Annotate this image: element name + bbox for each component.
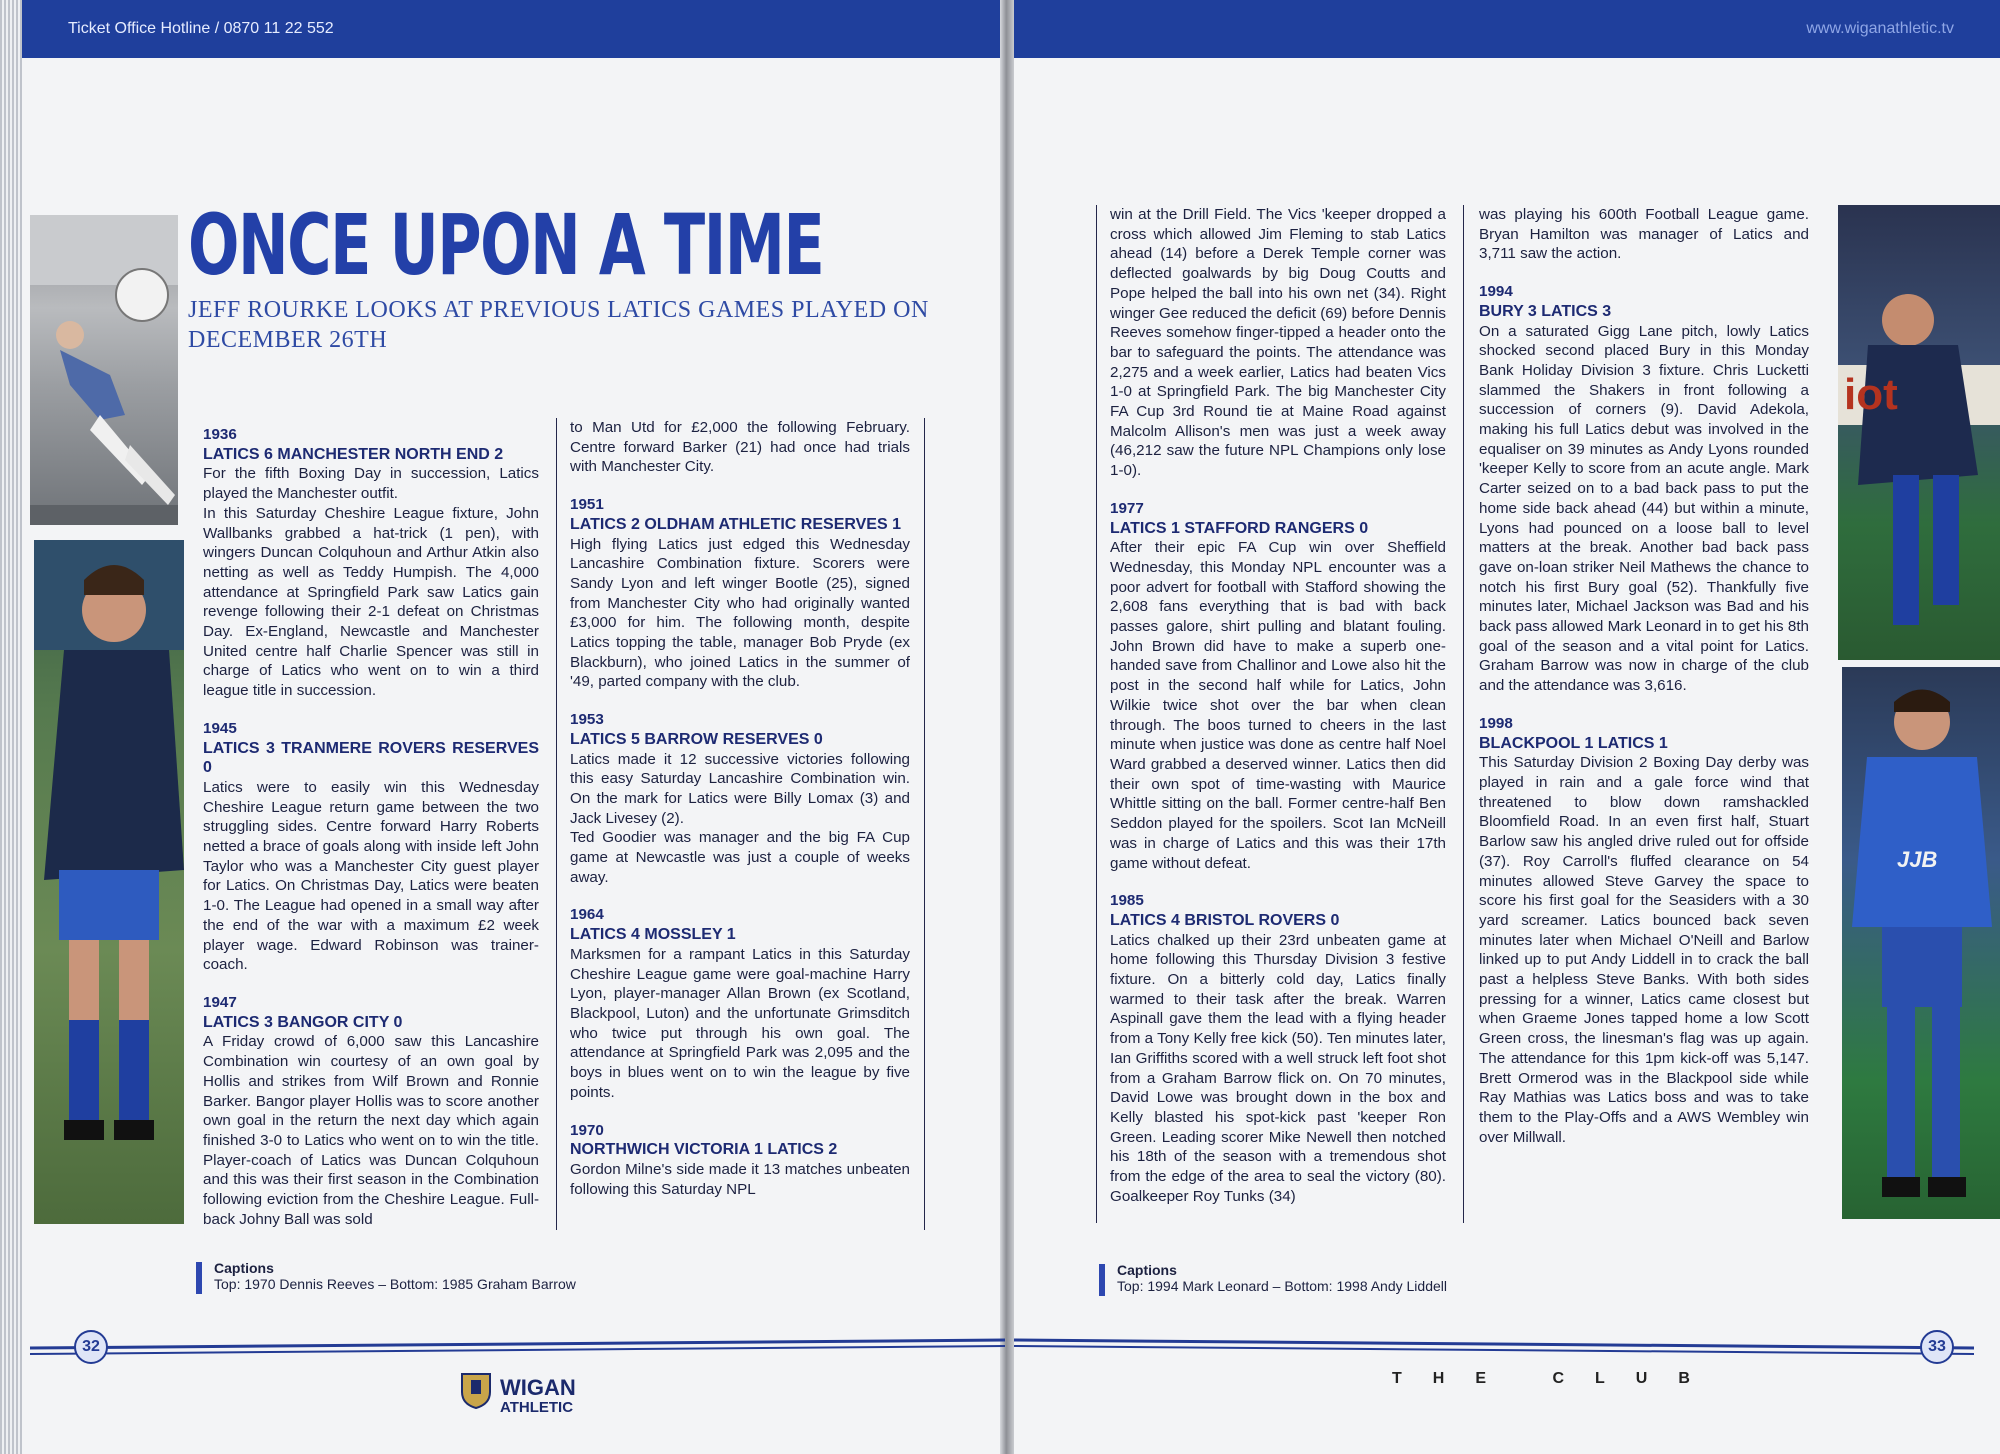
column-4 (1479, 205, 1809, 1165)
article-subtitle: JEFF ROURKE LOOKS AT PREVIOUS LATICS GAMES PLAYED ON DECEMBER 26TH (188, 297, 929, 353)
match-score-heading: LATICS 3 TRANMERE ROVERS RESERVES 0 (203, 739, 539, 777)
center-gutter (1000, 0, 1014, 1454)
logo-line-1: WIGAN (500, 1375, 576, 1400)
match-year: 1936 (203, 426, 237, 443)
section-label: THE CLUB (1392, 1370, 1721, 1387)
match-report (1479, 714, 1809, 1147)
match-score-heading: LATICS 6 MANCHESTER NORTH END 2 (203, 445, 504, 463)
match-report (203, 719, 539, 975)
page-number-left: 32 (74, 1330, 108, 1364)
logo-line-2: ATHLETIC (500, 1399, 574, 1416)
report-paragraph: win at the Drill Field. The Vics 'keeper dropped a cross which allowed Jim Fleming to stab Latics ahead (14) before a Derek Temple corner was deflected goalwards by big Doug Coutts and Pope helped the ball into his own net (34). Right winger Gee reduced the deficit (69) before Dennis Reeves somehow finger-tipped a header onto the bar to safeguard the points. The attendance was 2,275 and a week earlier, Latics had beaten Vics 1-0 at Springfield Park. The big Manchester City FA Cup 3rd Round tie at Maine Road against Malcolm Allison's men was just a week away (46,212 saw the future NPL Champions only lose 1-0). (1110, 206, 1447, 480)
match-report (1110, 499, 1446, 873)
match-score-heading: LATICS 1 STAFFORD RANGERS 0 (1110, 519, 1369, 537)
report-paragraph: Latics made it 12 successive victories following this easy Saturday Lancashire Combination win. On the mark for Latics were Billy Lomax (3) and Jack Livesey (2). (570, 750, 910, 827)
footer-wave-left (30, 1330, 1005, 1370)
captions-text: Top: 1970 Dennis Reeves – Bottom: 1985 Graham Barrow (214, 1276, 576, 1292)
caption-marker (1099, 1264, 1105, 1296)
match-score-heading: LATICS 4 MOSSLEY 1 (570, 926, 736, 944)
match-year: 1945 (203, 719, 237, 737)
report-paragraph: This Saturday Division 2 Boxing Day derby was played in rain and a gale force wind that threatened to blow down ramshackled Bloomfield Road. In an even first half, Stuart Barlow saw his angled drive ruled out for offside (37). Roy Carroll's fluffed clearance on 54 minutes allowed Steve Garvey the space to score his first goal for the Seasiders with a 30 yard screamer. Latics bounced back seven minutes later when Michael O'Neill and Barlow linked up to put Andy Liddell in to crack the ball past a helpless Steve Banks. With both sides pressing for a winner, Latics came closest but when Graeme Jones tapped home a low Scott Green cross, the linesman's flag was up again. The attendance for this 1pm kick-off was 5,147. Brett Ormerod was in the Blackpool side while Ray Mathias was Latics boss and was to take them to the Play-Offs and a AWS Wembley win over Millwall. (1479, 754, 1809, 1146)
captions-text: Top: 1994 Mark Leonard – Bottom: 1998 Andy Liddell (1117, 1278, 1447, 1294)
match-score-heading: NORTHWICH VICTORIA 1 LATICS 2 (570, 1141, 838, 1159)
match-report (203, 425, 539, 701)
column-2 (570, 418, 910, 1217)
ticket-hotline: Ticket Office Hotline / 0870 11 22 552 (68, 20, 334, 37)
captions-right (1117, 1262, 1447, 1294)
column-3 (1110, 205, 1446, 1224)
match-report (1110, 205, 1446, 481)
photo-dennis-reeves (30, 215, 178, 525)
article-title: ONCE UPON A TIME (188, 196, 824, 294)
caption-marker (196, 1262, 202, 1294)
match-year: 1951 (570, 496, 604, 514)
runner-figure-icon (1842, 667, 2000, 1219)
report-paragraph: was playing his 600th Football League game. Bryan Hamilton was manager of Latics and 3,711 saw the action. (1479, 206, 1809, 263)
column-rule (924, 418, 925, 1230)
photo-graham-barrow (34, 540, 184, 1224)
match-score-heading: LATICS 2 OLDHAM ATHLETIC RESERVES 1 (570, 515, 901, 533)
report-paragraph: Gordon Milne's side made it 13 matches unbeaten following this Saturday NPL (570, 1160, 910, 1198)
captions-heading: Captions (214, 1260, 274, 1276)
advert-hoarding-text: iot (1844, 370, 1898, 419)
player-figure-icon (34, 540, 184, 1224)
header-bar-left (22, 0, 1000, 58)
match-report (1479, 282, 1809, 696)
match-score-heading: LATICS 5 BARROW RESERVES 0 (570, 730, 823, 748)
photo-mark-leonard (1838, 205, 2000, 660)
match-report (570, 905, 910, 1102)
striker-figure-icon (1838, 205, 2000, 660)
report-paragraph: In this Saturday Cheshire League fixture, John Wallbanks grabbed a hat-trick (1 pen), with wingers Duncan Colquhoun and Arthur Atkin also netting as well as Teddy Humpish. The 4,000 attendance at Springfield Park saw Latics gain revenge following their 2-1 defeat on Christmas Day. Ex-England, Newcastle and Manchester United centre half Charlie Spencer was still in charge of Latics who went on to win a third league title in succession. (203, 504, 539, 700)
report-paragraph: Latics were to easily win this Wednesday Cheshire League return game between the two struggling sides. Centre forward Harry Roberts netted a brace of goals along with inside left John Taylor who was a Manchester City guest player for Latics. On Christmas Day, Latics were beaten 1-0. The League had opened in a small way after the end of the war with a maximum £2 week player wage. Edward Robinson was trainer-coach. (203, 778, 539, 974)
match-score-heading: LATICS 4 BRISTOL ROVERS 0 (1110, 911, 1340, 929)
column-rule (1096, 205, 1097, 1223)
website-url[interactable]: www.wiganathletic.tv (1806, 20, 1954, 37)
report-paragraph: High flying Latics just edged this Wednesday Lancashire Combination fixture. Scorers were Sandy Lyon and left winger Bootle (25), signed from Manchester City who had originally wanted £3,000 for him. The following month, despite Latics topping the table, manager Bob Pryde (ex Blackburn), who joined Latics in the summer of '49, parted company with the club. (570, 535, 910, 691)
match-report (1479, 205, 1809, 264)
club-logo-text (500, 1375, 576, 1418)
match-report (570, 710, 910, 887)
column-rule (556, 418, 557, 1230)
page-edge (0, 0, 22, 1454)
match-score-heading: LATICS 3 BANGOR CITY 0 (203, 1013, 403, 1031)
club-crest-icon (458, 1370, 494, 1410)
report-paragraph: Ted Goodier was manager and the big FA Cup game at Newcastle was just a couple of weeks away. (570, 829, 910, 886)
photo-andy-liddell (1842, 667, 2000, 1219)
match-year: 1947 (203, 993, 237, 1011)
report-paragraph: A Friday crowd of 6,000 saw this Lancashire Combination win courtesy of an own goal by Hollis and strikes from Wilf Brown and Ronnie Barker. Bangor player Hollis was to score another own goal in the return the next day which again finished 3-0 to Latics who went on to win the title. Player-coach of Latics was Duncan Colquhoun and this was their first season in the Combination following eviction from the Cheshire League. Full-back Johny Ball was sold (203, 1033, 539, 1228)
match-report (570, 418, 910, 477)
match-year: 1998 (1479, 714, 1513, 732)
match-report (570, 495, 910, 692)
match-report (1110, 891, 1446, 1206)
match-year: 1977 (1110, 499, 1144, 517)
header-bar-right (1014, 0, 2000, 58)
report-paragraph: On a saturated Gigg Lane pitch, lowly Latics shocked second placed Bury in this Monday Bank Holiday Division 3 fixture. Chris Lucketti slammed the Shakers in front following a succession of corners (9). David Adekola, making his full Latics debut was involved in the equaliser on 39 minutes as Andy Lyons rounded 'keeper Kelly to score from an acute angle. Mark Carter seized on to a bad back pass to put the home side back ahead (44) but within a minute, Lyons had pounced on a loose ball to level matters at the break. Another bad back pass gave on-loan striker Neil Mathews the chance to notch his first Bury goal (52). Thankfully five minutes later, Michael Jackson was Bad and his back pass allowed Mark Leonard in to get his 8th goal of the season and a vital point for Latics. Graham Barrow was now in charge of the club and the attendance was 3,616. (1479, 322, 1809, 695)
column-rule (1463, 205, 1464, 1223)
match-year: 1970 (570, 1121, 604, 1139)
report-paragraph: Marksmen for a rampant Latics in this Saturday Cheshire League game were goal-machine Harry Lyon, player-manager Allan Brown (ex Scotland, Blackpool, Luton) and the unfortunate Grimsditch who twice put through his own goal. The attendance at Springfield Park was 2,095 and the boys in blues went on to win the league by five points. (570, 945, 910, 1101)
match-score-heading: BLACKPOOL 1 LATICS 1 (1479, 734, 1668, 752)
report-paragraph: For the fifth Boxing Day in succession, Latics played the Manchester outfit. (203, 465, 539, 503)
match-year: 1953 (570, 711, 604, 729)
match-year: 1994 (1479, 283, 1513, 301)
report-paragraph: to Man Utd for £2,000 the following February. Centre forward Barker (21) had once had trials with Manchester City. (570, 419, 910, 476)
report-paragraph: Latics chalked up their 23rd unbeaten game at home following this Thursday Division 3 festive fixture. On a bitterly cold day, Latics finally warmed to their task after the break. Warren Aspinall gave them the lead with a flying header from a Tony Kelly free kick (50). Ten minutes later, Ian Griffiths scored with a well struck left foot shot from a Graham Barrow flick on. On 70 minutes, David Lowe was brought down in the box and Kelly blasted his spot-kick past 'keeper Ron Green. Leading scorer Mike Newell then notched his 18th of the season with a tremendous shot from the edge of the area to seal the victory (80). Goalkeeper Roy Tunks (34) (1110, 931, 1446, 1205)
shirt-sponsor-text: JJB (1897, 847, 1938, 872)
page-number-right: 33 (1920, 1330, 1954, 1364)
captions-left (214, 1260, 576, 1292)
column-1 (203, 425, 539, 1247)
captions-heading: Captions (1117, 1262, 1177, 1278)
match-year: 1964 (570, 906, 604, 924)
footer-wave-right (1014, 1330, 1974, 1370)
goalkeeper-figure-icon (30, 215, 178, 525)
match-report (570, 1121, 910, 1200)
report-paragraph: After their epic FA Cup win over Sheffield Wednesday, this Monday NPL encounter was a poor advert for football with Stafford showing the 2,608 fans everything that is bad with back passes galore, shirt pulling and blatant fouling. John Brown did have to make a superb one-handed save from Challinor and Lowe also hit the post in the second half while for Latics, John Wilkie twice shot over the bar when clean through. The boos turned to cheers in the last minute when justice was done as centre half Noel Ward grabbed a deserved winner. Latics then did their own spot of time-wasting with Maurice Whittle sitting on the ball. Former centre-half Ben Seddon played for the spoilers. Scot Ian McNeill was in charge of Latics and this was their 17th game without defeat. (1110, 539, 1446, 872)
match-year: 1985 (1110, 892, 1144, 910)
match-report (203, 993, 539, 1229)
match-score-heading: BURY 3 LATICS 3 (1479, 302, 1612, 320)
